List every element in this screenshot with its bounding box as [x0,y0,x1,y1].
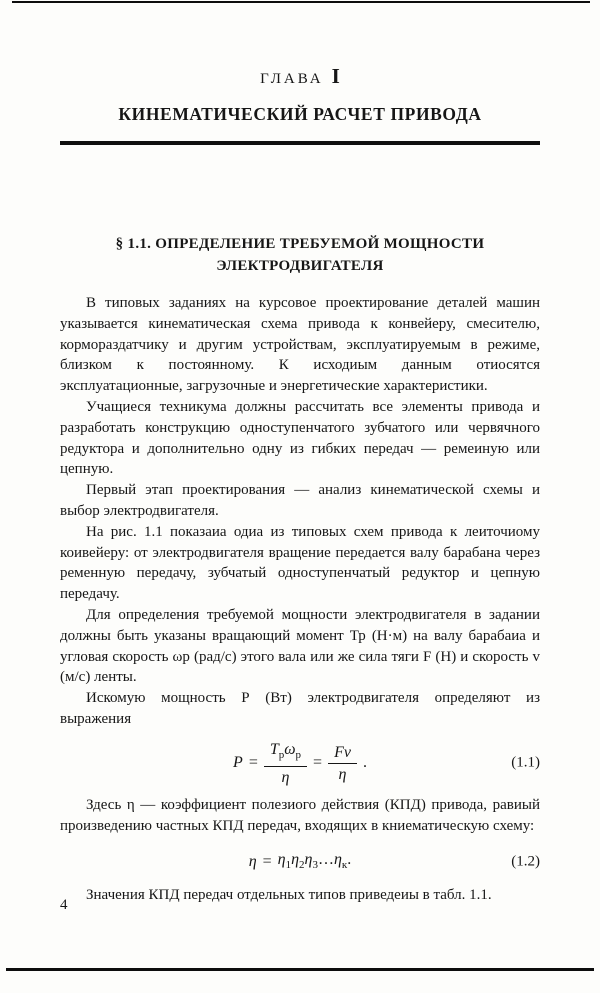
paragraph-4: На рис. 1.1 показаиа одиа из типовых схем привода к леиточиому коивейеру: от электродвигателя вращение передается валу барабана через ременную передачу, зубчатый одноступенчатый редуктор и цепную передачу. [60,523,540,603]
eq11-fraction-2-denominator: η [338,765,347,783]
eq11-omega: ω [284,740,296,758]
eq11-lhs: P [233,754,243,772]
eq11-T-sub: р [278,748,285,761]
eq12-dots: … [317,851,334,869]
eq12-eta-3: η [304,851,313,869]
eq12-terms [278,851,352,871]
page-number: 4 [60,897,68,913]
body-text [60,293,540,905]
paragraph-3: Первый этап проектирования — анализ кинематической схемы и выбор электродвигателя. [60,482,540,519]
equation-1-2-body [249,851,352,871]
eq12-eta-k-sub: к [341,859,348,872]
eq11-fraction-1-denominator: η [281,768,290,786]
eq11-omega-sub: р [295,748,302,761]
eq11-equals-2: = [313,754,323,772]
scan-edge-bottom [6,968,594,971]
chapter-title: КИНЕМАТИЧЕСКИЙ РАСЧЕТ ПРИВОДА [118,104,482,124]
eq11-equals-1: = [248,754,258,772]
paragraph-5: Для определения требуемой мощности электродвигателя в задании должны быть указаны вращающий момент Тр (Н·м) на валу барабаиа и угловая скорость ωр (рад/с) этого вала или же сила тяги F (Н) и скорость v (м/с) ленты. [60,606,540,686]
eq12-period: . [347,851,352,869]
title-rule [60,141,540,145]
equation-1-1-body [233,740,367,787]
chapter-heading [60,64,540,91]
eq12-eta-k: η [333,851,342,869]
paragraph-1: В типовых заданиях на курсовое проектирование деталей машин указывается кинематическая схема привода к конвейеру, смесителю, кормораздатчику и другим устройствам, эксплуатируемым в режиме, близком к постоянному. К исходиым данным отиосятся эксплуатационные, загрузочные и энергетические характеристики. [60,295,540,395]
eq11-period: . [362,754,367,772]
equation-number-1-1: (1.1) [511,754,540,771]
eq11-fraction-2 [328,743,357,784]
eq12-eta-3-sub: 3 [312,859,318,872]
chapter-label: ГЛАВА [260,71,324,87]
paragraph-6: Искомую мощность Р (Вт) электродвигателя определяют из выражения [60,690,540,727]
eq12-lhs: η [248,852,257,870]
eq12-eta-2: η [291,851,300,869]
eq11-fraction-2-numerator: Fv [328,743,357,764]
scan-edge-top [12,1,590,3]
eq12-eta-1-sub: 1 [285,859,292,872]
equation-1-1 [60,740,540,787]
eq11-T: T [269,740,279,758]
chapter-numeral: I [331,64,340,88]
eq12-equals: = [262,852,272,870]
eq12-eta-2-sub: 2 [299,859,305,872]
paragraph-8: Значения КПД передач отдельных типов приведеиы в табл. 1.1. [86,886,492,903]
section-heading [60,233,540,277]
eq11-fraction-1 [264,740,307,787]
eq11-fraction-1-numerator [264,740,307,767]
eq12-eta-1: η [277,851,286,869]
paragraph-2: Учащиеся техникума должны рассчитать все элементы привода и разработать конструкцию одноступенчатого зубчатого или червячного редуктора и дополнительно одну из гибких передач — ремеиную или цепную. [60,398,540,478]
section-heading-line1: § 1.1. ОПРЕДЕЛЕНИЕ ТРЕБУЕМОЙ МОЩНОСТИ [115,236,485,252]
paragraph-7: Здесь η — коэффициент полезиого действия (КПД) привода, равиый произведению частных КПД передач, входящих в книематическую схему: [60,796,540,834]
equation-number-1-2: (1.2) [511,853,540,870]
equation-1-2 [60,847,540,877]
section-heading-line2: ЭЛЕКТРОДВИГАТЕЛЯ [216,258,384,274]
